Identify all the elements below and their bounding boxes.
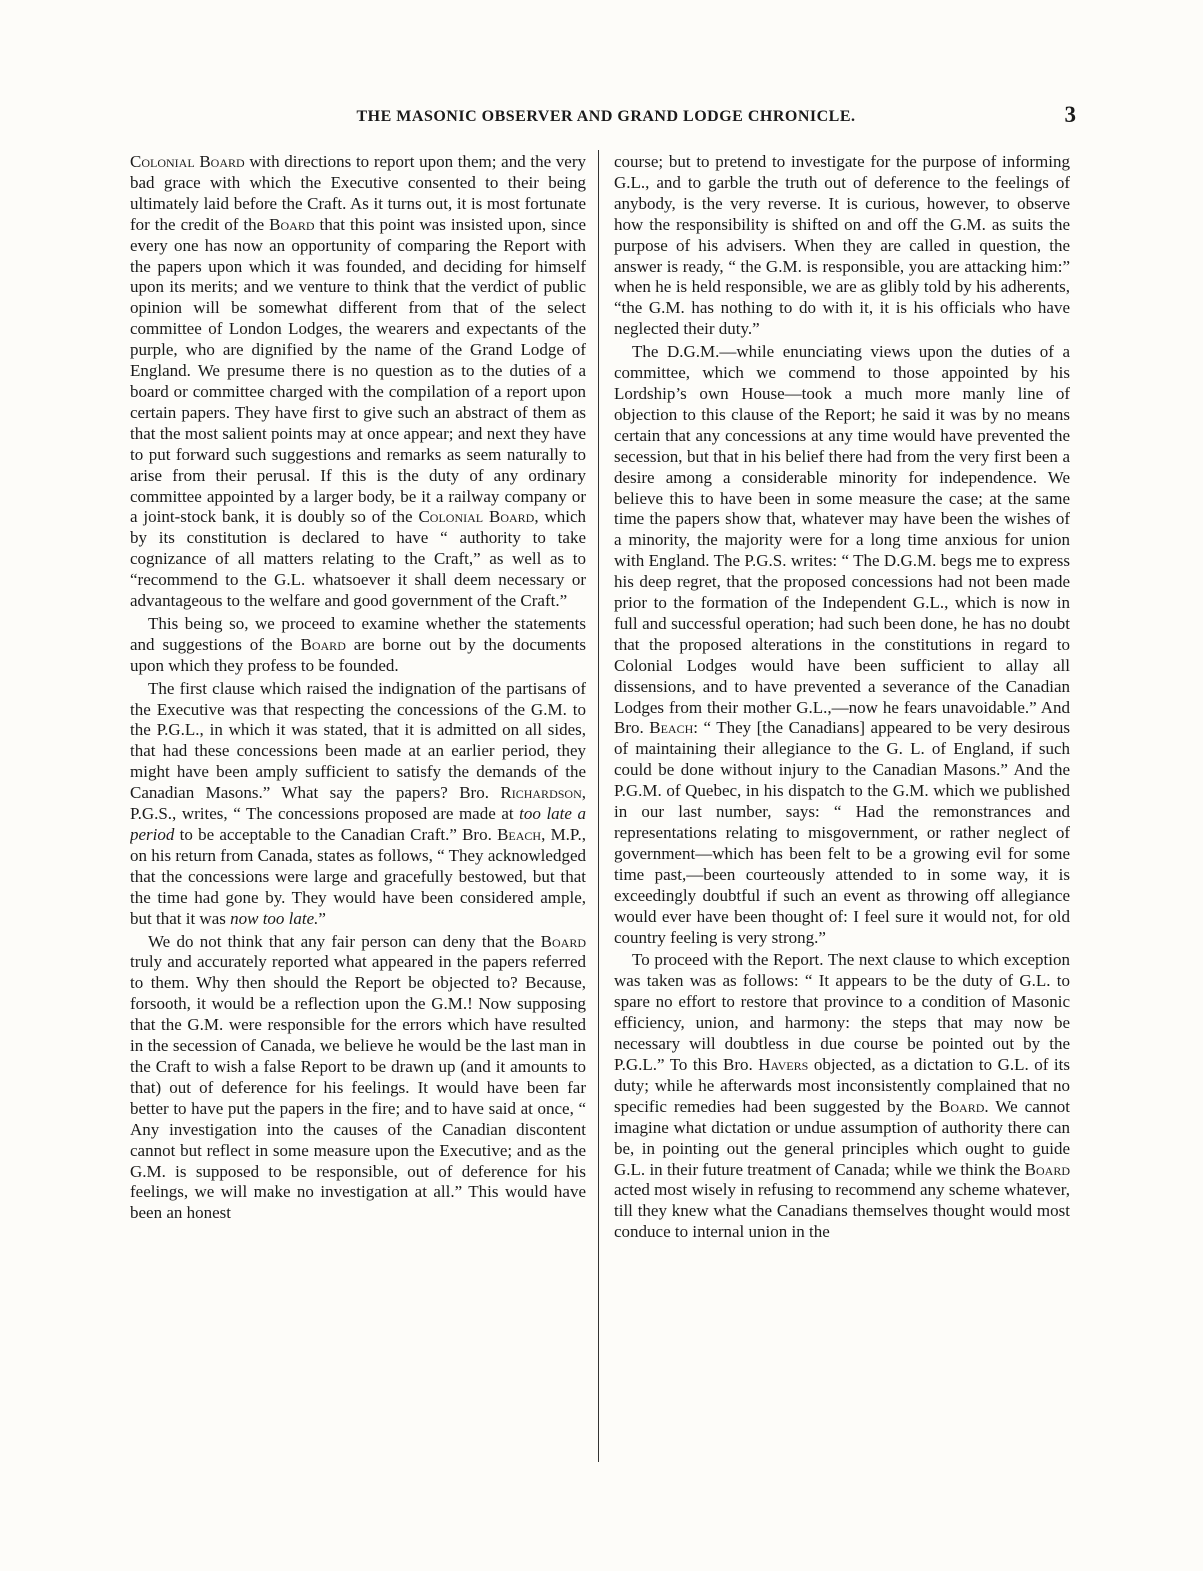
text-run: : “ They [the Canadians] appeared to be very desirous of maintaining their allegiance to the G. L. of England, if such could be done without injury to the Canadian Masons.” And the P.G.M. of Quebec, in his dispatch to the G.M. which we published in our last number, says: “ Had the remonstrances and representations relating to misgovernment, or rather neglect of government—which has been felt to be a growing evil for some time past,—been courteously attended to in some way, it is exceedingly doubtful if such an event as throwing off allegiance would ever have been thought of: I feel sure it would not, for old country feeling is very strong.” (614, 718, 1070, 947)
small-caps-run: Colonial Board (418, 507, 535, 527)
column-rule (598, 150, 599, 1462)
running-title: THE MASONIC OBSERVER AND GRAND LODGE CHRONICLE. (356, 108, 856, 125)
article-paragraph (130, 614, 586, 677)
page-number: 3 (1064, 102, 1076, 127)
text-run: to be acceptable to the Canadian Craft.” Bro. (174, 825, 498, 844)
text-run: , P.G.S., writes, “ The concessions proposed are made at (130, 783, 586, 824)
small-caps-run: Board (1024, 1159, 1070, 1179)
text-run: The first clause which raised the indignation of the partisans of the Executive was that respecting the concessions of the G.M. to the P.G.L., in which it was stated, that it is admitted on all sides, that had these concessions been made at an earlier period, they might have been amply sufficient to satisfy the demands of the Canadian Masons.” What say the papers? Bro. (130, 678, 586, 803)
italic-run: too late a period (130, 804, 586, 844)
article-paragraph (614, 950, 1070, 1243)
article-paragraph (130, 932, 586, 1225)
text-run: , M.P., on his return from Canada, states as follows, “ They acknowledged that the concessions were large and gracefully bestowed, but that the time had gone by. They would have been considered ample, but that it was (130, 825, 586, 928)
article-paragraph (130, 152, 586, 612)
left-column (130, 152, 586, 1462)
article-paragraph (614, 342, 1070, 948)
article-paragraph (614, 152, 1070, 340)
text-run: course; but to pretend to investigate for the purpose of informing G.L., and to garble the truth out of deference to the feelings of anybody, is the very reverse. It is curious, however, to observe how the responsibility is shifted on and off the G.M. as suits the purpose of his advisers. When they are called in question, the answer is ready, “ the G.M. is responsible, you are attacking him:” when he is held responsible, we are as glibly told by his adherents, “the G.M. has nothing to do with it, it is his officials who have neglected their duty.” (614, 152, 1070, 339)
small-caps-run: Board (540, 931, 586, 951)
small-caps-run: Board (269, 214, 315, 234)
page-header (132, 104, 1080, 134)
text-run: are borne out by the documents upon which they profess to be founded. (130, 634, 586, 675)
text-run: with directions to report upon them; and the very bad grace with which the Executive consented to their being ultimately laid before the Craft. As it turns out, it is most fortunate for the credit of the (130, 152, 586, 234)
text-run: . We cannot imagine what dictation or undue assumption of authority there can be, in pointing out the general principles which ought to guide G.L. in their future treatment of Canada; while we think the (614, 1096, 1070, 1179)
small-caps-run: Board (300, 634, 346, 654)
text-run: , which by its constitution is declared to have “ authority to take cognizance of all matters relating to the Craft,” as well as to “recommend to the G.L. whatsoever it shall deem necessary or advantageous to the welfare and good government of the Craft.” (130, 507, 586, 611)
text-run: ” (318, 908, 326, 928)
small-caps-run: Board (939, 1096, 985, 1116)
text-run: This being so, we proceed to examine whether the statements and suggestions of the (130, 613, 586, 654)
small-caps-run: Havers (758, 1054, 809, 1074)
text-run: We do not think that any fair person can deny that the (148, 931, 541, 951)
small-caps-run: Richardson (500, 783, 582, 803)
italic-run: now too late. (230, 908, 319, 928)
text-run: truly and accurately reported what appeared in the papers referred to them. Why then should the Report be objected to? Because, forsooth, it would be a reflection upon the G.M.! Now supposing that the G.M. were responsible for the errors which have resulted in the secession of Canada, we believe he would be the last man in the Craft to wish a false Report to be drawn up (and it amounts to that) out of deference for his feelings. It would have been far better to have put the papers in the fire; and to have said at once, “ Any investigation into the causes of the Canadian discontent cannot but reflect in some measure upon the Executive; and as the G.M. is supposed to be responsible, out of deference for his feelings, we will make no investigation at all.” This would have been an honest (130, 952, 586, 1223)
small-caps-run: Colonial Board (130, 152, 245, 171)
small-caps-run: Beach (497, 825, 542, 844)
right-column (614, 152, 1070, 1462)
small-caps-run: Beach (649, 718, 694, 738)
text-run: objected, as a dictation to G.L. of its duty; while he afterwards most inconsistently complained that no specific remedies had been suggested by the (614, 1054, 1070, 1116)
article-paragraph (130, 679, 586, 930)
text-run: acted most wisely in refusing to recommend any scheme whatever, till they knew what the Canadians themselves thought would most conduce to internal union in the (614, 1180, 1070, 1242)
text-run: The D.G.M.—while enunciating views upon the duties of a committee, which we commend to those appointed by his Lordship’s own House—took a much more manly line of objection to this clause of the Report; he said it was by no means certain that any concessions at any time would have prevented the secession, but that in his belief there had from the very first been a desire among a considerable minority for independence. We believe this to have been in some measure the case; at the same time the papers show that, whatever may have been the wishes of a minority, the majority were for a long time anxious for union with England. The P.G.S. writes: “ The D.G.M. begs me to express his deep regret, that the proposed concessions had not been made prior to the formation of the Independent G.L., which is now in full and successful operation; had such been done, he has no doubt that the proposed alterations in the constitutions in regard to Colonial Lodges would have been sufficient to allay all dissensions, and to have prevented a severance of the Canadian Lodges from their mother G.L.,—now he fears unavoidable.” And Bro. (614, 342, 1070, 738)
text-run: To proceed with the Report. The next clause to which exception was taken was as follows: “ It appears to be the duty of G.L. to spare no effort to restore that province to a condition of Masonic efficiency, union, and harmony: the steps that may now be necessary will doubtless in due course be pointed out by the P.G.L.” To this Bro. (614, 950, 1070, 1074)
text-run: that this point was insisted upon, since every one has now an opportunity of comparing the Report with the papers upon which it was founded, and deciding for himself upon its merits; and we venture to think that the verdict of public opinion will be somewhat different from that of the select committee of London Lodges, the wearers and expectants of the purple, who are dignified by the name of the Grand Lodge of England. We presume there is no question as to the duties of a board or committee charged with the compilation of a report upon certain papers. They have first to give such an abstract of them as that the most salient points may at once appear; and next they have to put forward such suggestions and remarks as seem naturally to arise from their perusal. If this is the duty of any ordinary committee appointed by a larger body, be it a railway company or a joint-stock bank, it is doubly so of the (130, 214, 586, 527)
